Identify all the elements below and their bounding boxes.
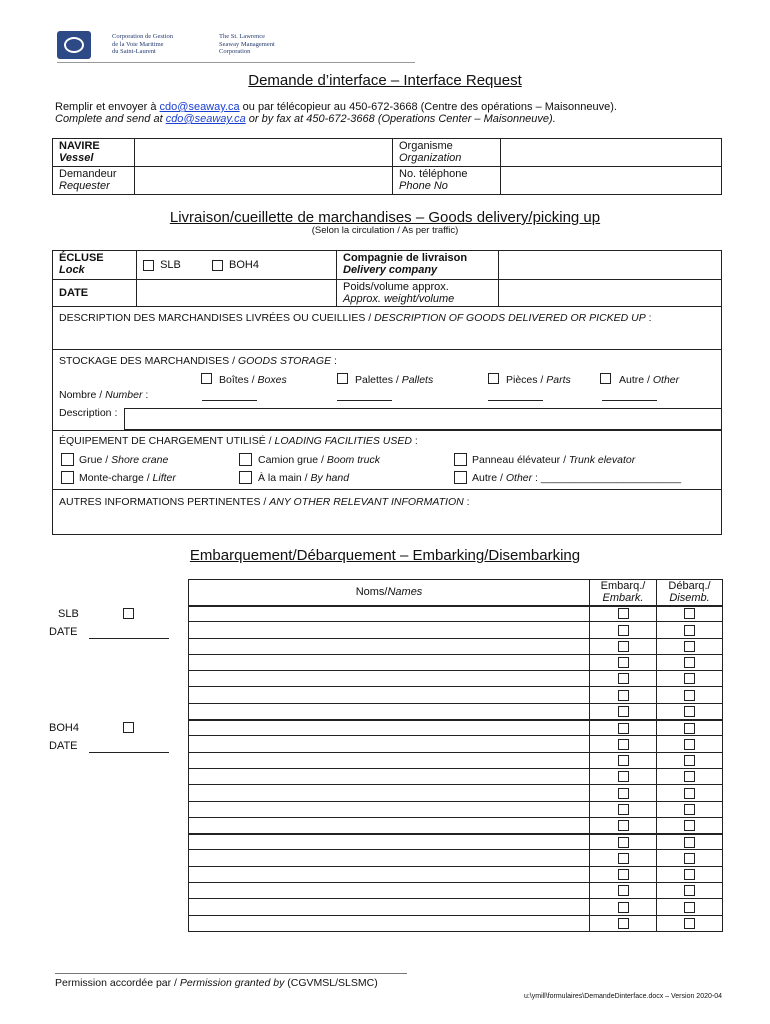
disembark-checkbox[interactable] [684, 837, 695, 848]
table-row [189, 736, 723, 752]
embark-cell [590, 606, 657, 622]
embark-cell [590, 768, 657, 784]
disembark-checkbox[interactable] [684, 625, 695, 636]
embark-checkbox[interactable] [618, 673, 629, 684]
embark-cell [590, 736, 657, 752]
description-section[interactable] [52, 306, 722, 350]
disembark-cell [657, 752, 723, 768]
email-link-en[interactable]: cdo@seaway.ca [165, 113, 246, 125]
table-row [189, 801, 723, 817]
embark-cell [590, 752, 657, 768]
table-row [189, 883, 723, 899]
disembark-cell [657, 671, 723, 687]
name-cell[interactable] [189, 752, 590, 768]
disembark-cell [657, 785, 723, 801]
embark-cell [590, 671, 657, 687]
signature-line[interactable] [55, 973, 407, 974]
name-cell[interactable] [189, 785, 590, 801]
embark-cell [590, 915, 657, 931]
by-hand-checkbox[interactable] [239, 471, 252, 484]
table-row [189, 768, 723, 784]
logo-emblem-icon [64, 37, 84, 53]
names-header: Noms/Names [189, 580, 590, 606]
table-row [189, 752, 723, 768]
storage-section [52, 349, 722, 431]
delivery-company-field[interactable] [499, 251, 722, 280]
storage-description-field[interactable] [124, 408, 722, 430]
embark-checkbox[interactable] [618, 918, 629, 929]
other-equipment-checkbox[interactable] [454, 471, 467, 484]
instructions-fr: Remplir et envoyer à cdo@seaway.ca ou par télécopieur au 450-672-3668 (Centre des opérations – Maisonneuve). [55, 101, 617, 113]
number-label: Nombre / Number : [59, 389, 149, 401]
permission-label: Permission accordée par / Permission granted by (CGVMSL/SLSMC) [55, 977, 378, 989]
disembark-checkbox[interactable] [684, 739, 695, 750]
lock-label: ÉCLUSE Lock [53, 251, 137, 280]
shore-crane-label: Grue / Shore crane [79, 454, 169, 466]
name-cell[interactable] [189, 654, 590, 670]
requester-field[interactable] [135, 167, 393, 195]
slb-date-field[interactable] [89, 638, 169, 639]
disembark-header: Débarq./ Disemb. [657, 580, 723, 606]
disembark-cell [657, 768, 723, 784]
embark-cell [590, 687, 657, 703]
org-name-fr: Corporation de Gestion de la Voie Maritime du Saint-Laurent [112, 33, 174, 55]
embark-checkbox[interactable] [618, 869, 629, 880]
by-hand-label: À la main / By hand [258, 472, 350, 484]
name-cell[interactable] [189, 817, 590, 833]
table-row [189, 866, 723, 882]
table-row [189, 606, 723, 622]
disembark-cell [657, 817, 723, 833]
table-row [189, 834, 723, 850]
disembark-cell [657, 866, 723, 882]
embark-checkbox[interactable] [618, 608, 629, 619]
other-number-field[interactable] [602, 400, 657, 401]
embark-cell [590, 638, 657, 654]
name-cell[interactable] [189, 801, 590, 817]
goods-table [52, 250, 722, 307]
name-cell[interactable] [189, 768, 590, 784]
boh4-date-field[interactable] [89, 752, 169, 753]
name-cell[interactable] [189, 687, 590, 703]
table-row [189, 785, 723, 801]
name-cell[interactable] [189, 899, 590, 915]
disembark-cell [657, 801, 723, 817]
email-link[interactable]: cdo@seaway.ca [159, 101, 240, 113]
name-cell[interactable] [189, 850, 590, 866]
disembark-checkbox[interactable] [684, 820, 695, 831]
embark-checkbox[interactable] [618, 771, 629, 782]
name-cell[interactable] [189, 915, 590, 931]
pallets-checkbox[interactable] [337, 373, 348, 384]
disembark-checkbox[interactable] [684, 755, 695, 766]
lock-slb-label: SLB [160, 259, 181, 271]
table-row [189, 654, 723, 670]
organization-field[interactable] [501, 139, 722, 167]
header-divider [57, 62, 415, 63]
other-info-section[interactable] [52, 489, 722, 535]
disembark-cell [657, 703, 723, 719]
embark-checkbox[interactable] [618, 837, 629, 848]
disembark-checkbox[interactable] [684, 804, 695, 815]
name-cell[interactable] [189, 703, 590, 719]
disembark-cell [657, 834, 723, 850]
description-heading: DESCRIPTION DES MARCHANDISES LIVRÉES OU CUEILLIES / DESCRIPTION OF GOODS DELIVERED OR PICKED UP : [59, 312, 652, 324]
embark-checkbox[interactable] [618, 706, 629, 717]
trunk-elevator-label: Panneau élévateur / Trunk elevator [472, 454, 636, 466]
disembark-cell [657, 638, 723, 654]
disembark-cell [657, 606, 723, 622]
trunk-elevator-checkbox[interactable] [454, 453, 467, 466]
embark-cell [590, 834, 657, 850]
disembark-checkbox[interactable] [684, 918, 695, 929]
embark-checkbox[interactable] [618, 804, 629, 815]
boom-truck-checkbox[interactable] [239, 453, 252, 466]
name-cell[interactable] [189, 883, 590, 899]
lock-options [137, 251, 337, 280]
table-row [189, 671, 723, 687]
boxes-number-field[interactable] [202, 400, 257, 401]
boh4-date-label: DATE [49, 740, 78, 752]
embark-checkbox[interactable] [618, 723, 629, 734]
table-row [189, 720, 723, 736]
embark-cell [590, 703, 657, 719]
disembark-checkbox[interactable] [684, 641, 695, 652]
embarking-table [188, 579, 723, 932]
table-row [189, 915, 723, 931]
embark-checkbox[interactable] [618, 902, 629, 913]
disembark-checkbox[interactable] [684, 885, 695, 896]
embark-checkbox[interactable] [618, 641, 629, 652]
other-storage-checkbox[interactable] [600, 373, 611, 384]
embark-cell [590, 817, 657, 833]
embark-cell [590, 801, 657, 817]
date-field[interactable] [137, 280, 337, 307]
embark-cell [590, 866, 657, 882]
lock-slb-checkbox[interactable] [143, 260, 154, 271]
disembark-cell [657, 736, 723, 752]
embark-cell [590, 785, 657, 801]
phone-label: No. téléphone Phone No [393, 167, 501, 195]
delivery-company-label: Compagnie de livraison Delivery company [337, 251, 499, 280]
weight-field[interactable] [499, 280, 722, 307]
embark-checkbox[interactable] [618, 625, 629, 636]
embark-header: Embarq./ Embark. [590, 580, 657, 606]
parts-label: Pièces / Parts [506, 374, 571, 386]
embark-checkbox[interactable] [618, 690, 629, 701]
table-row [189, 638, 723, 654]
name-cell[interactable] [189, 606, 590, 622]
table-row [189, 817, 723, 833]
table-row [189, 622, 723, 638]
vessel-table [52, 138, 722, 195]
name-cell[interactable] [189, 736, 590, 752]
lifter-label: Monte-charge / Lifter [79, 472, 176, 484]
goods-heading: Livraison/cueillette de marchandises – Goods delivery/picking up [169, 209, 601, 226]
disembark-checkbox[interactable] [684, 902, 695, 913]
disembark-checkbox[interactable] [684, 706, 695, 717]
boh4-label: BOH4 [49, 722, 79, 734]
disembark-cell [657, 883, 723, 899]
table-row [189, 850, 723, 866]
name-cell[interactable] [189, 671, 590, 687]
storage-heading: STOCKAGE DES MARCHANDISES / GOODS STORAGE : [59, 355, 337, 367]
lock-boh4-checkbox[interactable] [212, 260, 223, 271]
disembark-checkbox[interactable] [684, 771, 695, 782]
shore-crane-checkbox[interactable] [61, 453, 74, 466]
org-name-en: The St. Lawrence Seaway Management Corporation [219, 33, 275, 55]
disembark-checkbox[interactable] [684, 657, 695, 668]
embark-cell [590, 654, 657, 670]
disembark-checkbox[interactable] [684, 853, 695, 864]
slb-checkbox[interactable] [123, 608, 134, 619]
file-path: u:\ymill\formulaires\DemandeDinterface.docx – Version 2020-04 [523, 993, 722, 1000]
equipment-section [52, 430, 722, 490]
embark-cell [590, 720, 657, 736]
disembark-cell [657, 654, 723, 670]
other-equipment-label[interactable]: Autre / Other : ________________________ [472, 472, 682, 484]
disembark-checkbox[interactable] [684, 673, 695, 684]
disembark-cell [657, 850, 723, 866]
page-title: Demande d’interface – Interface Request [248, 72, 522, 89]
table-row [189, 899, 723, 915]
disembark-checkbox[interactable] [684, 608, 695, 619]
disembark-checkbox[interactable] [684, 690, 695, 701]
weight-label: Poids/volume approx. Approx. weight/volume [337, 280, 499, 307]
vessel-label: NAVIRE Vessel [53, 139, 135, 167]
name-cell[interactable] [189, 866, 590, 882]
disembark-cell [657, 622, 723, 638]
organization-label: Organisme Organization [393, 139, 501, 167]
parts-number-field[interactable] [488, 400, 543, 401]
boom-truck-label: Camion grue / Boom truck [258, 454, 380, 466]
pallets-label: Palettes / Pallets [355, 374, 434, 386]
embark-checkbox[interactable] [618, 820, 629, 831]
embark-checkbox[interactable] [618, 853, 629, 864]
other-storage-label: Autre / Other [619, 374, 680, 386]
embark-cell [590, 899, 657, 915]
slb-date-label: DATE [49, 626, 78, 638]
disembark-cell [657, 720, 723, 736]
boh4-checkbox[interactable] [123, 722, 134, 733]
equipment-heading: ÉQUIPEMENT DE CHARGEMENT UTILISÉ / LOADING FACILITIES USED : [59, 435, 418, 447]
disembark-cell [657, 915, 723, 931]
table-row [189, 687, 723, 703]
embark-cell [590, 883, 657, 899]
name-cell[interactable] [189, 638, 590, 654]
boxes-label: Boîtes / Boxes [219, 374, 287, 386]
lifter-checkbox[interactable] [61, 471, 74, 484]
slb-label: SLB [58, 608, 79, 620]
date-label: DATE [53, 280, 137, 307]
embark-checkbox[interactable] [618, 755, 629, 766]
embark-cell [590, 850, 657, 866]
table-row [189, 703, 723, 719]
goods-subheading: (Selon la circulation / As per traffic) [311, 225, 459, 236]
name-cell[interactable] [189, 720, 590, 736]
embark-checkbox[interactable] [618, 657, 629, 668]
phone-field[interactable] [501, 167, 722, 195]
boxes-checkbox[interactable] [201, 373, 212, 384]
disembark-checkbox[interactable] [684, 788, 695, 799]
seaway-logo [57, 31, 91, 59]
disembark-cell [657, 899, 723, 915]
embark-checkbox[interactable] [618, 739, 629, 750]
requester-label: Demandeur Requester [53, 167, 135, 195]
storage-description-label: Description : [59, 407, 118, 419]
parts-checkbox[interactable] [488, 373, 499, 384]
disembark-checkbox[interactable] [684, 869, 695, 880]
disembark-cell [657, 687, 723, 703]
pallets-number-field[interactable] [337, 400, 392, 401]
embark-checkbox[interactable] [618, 788, 629, 799]
vessel-field[interactable] [135, 139, 393, 167]
name-cell[interactable] [189, 622, 590, 638]
embark-checkbox[interactable] [618, 885, 629, 896]
name-cell[interactable] [189, 834, 590, 850]
other-info-heading: AUTRES INFORMATIONS PERTINENTES / ANY OTHER RELEVANT INFORMATION : [59, 496, 470, 508]
lock-boh4-label: BOH4 [228, 259, 259, 271]
disembark-checkbox[interactable] [684, 723, 695, 734]
instructions-en: Complete and send at cdo@seaway.ca or by fax at 450-672-3668 (Operations Center – Maisonneuve). [55, 113, 556, 125]
embarking-heading: Embarquement/Débarquement – Embarking/Disembarking [189, 547, 581, 564]
embark-cell [590, 622, 657, 638]
